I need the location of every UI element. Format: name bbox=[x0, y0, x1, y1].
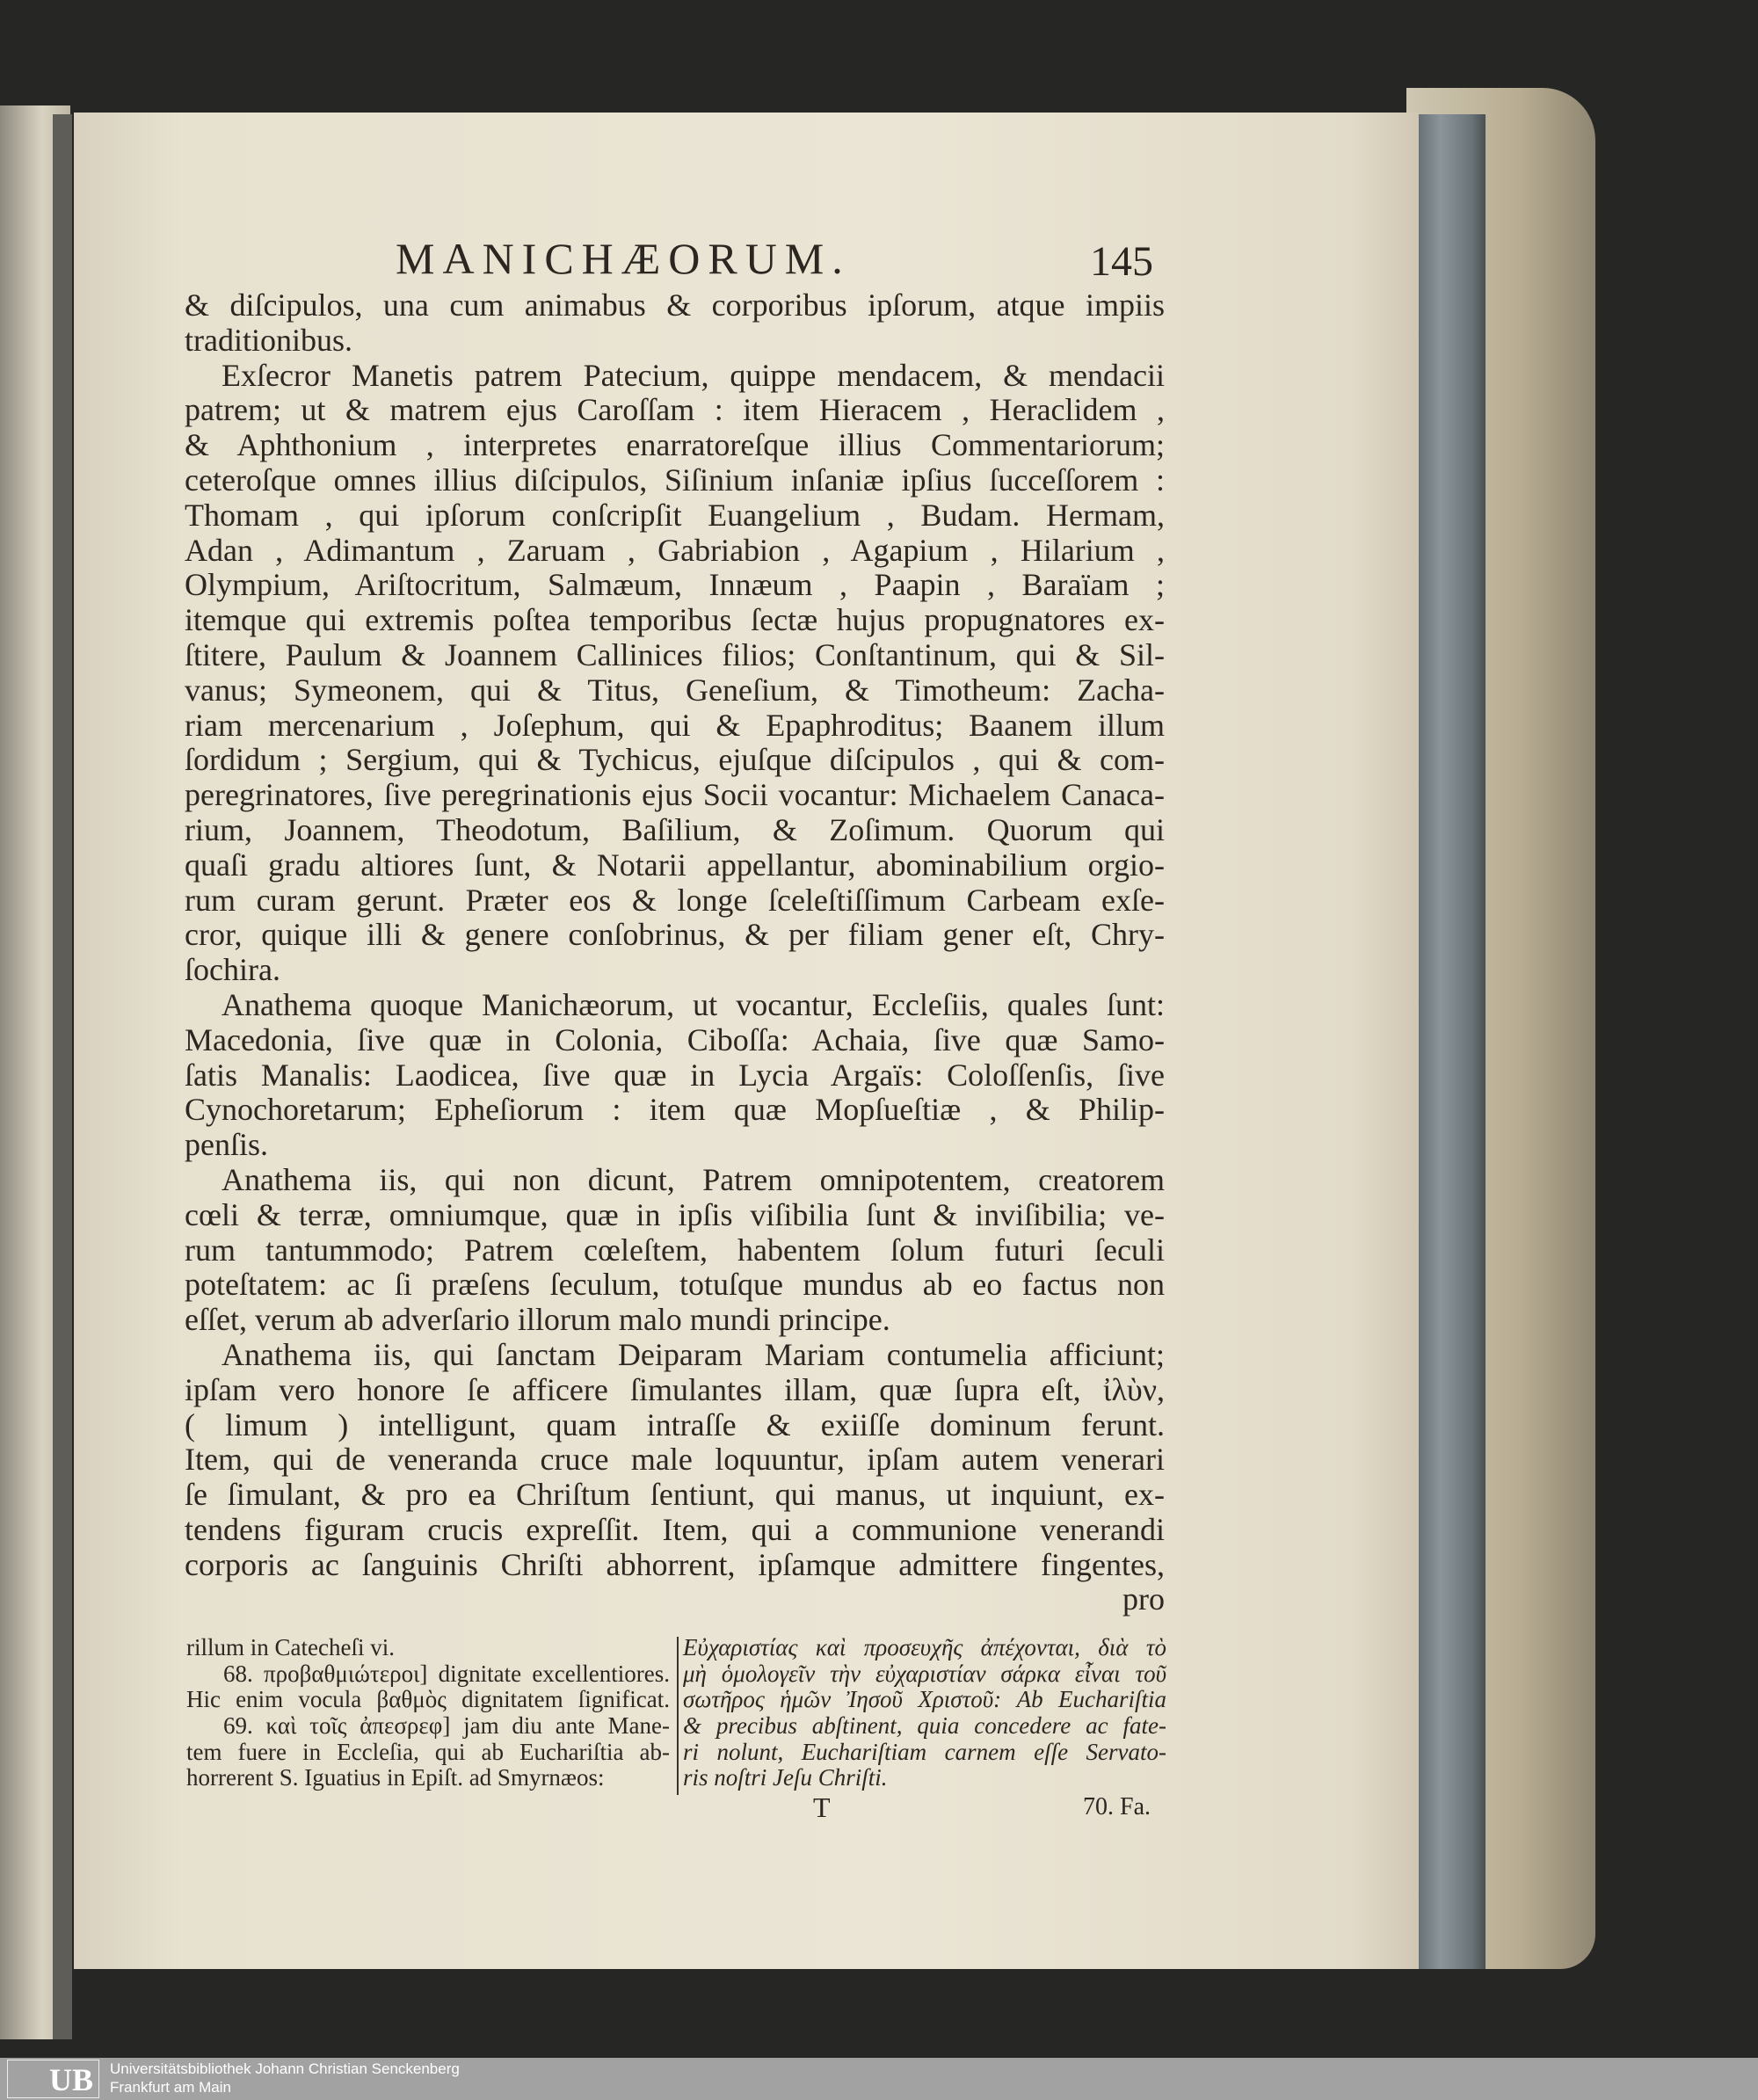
text-line: cror, quique illi & genere conſobrinus, & per filiam gener eſt, Chry- bbox=[185, 917, 1165, 953]
text-line: tem fuere in Eccleſia, qui ab Euchariſtia ab- bbox=[186, 1738, 670, 1765]
text-line: pro bbox=[1122, 1581, 1165, 1617]
text-line: 68. προβαθμιώτεροι] dignitate excellentiores. bbox=[223, 1660, 670, 1687]
text-line: Olympium, Ariſtocritum, Salmæum, Innæum , Paapin , Baraïam ; bbox=[185, 567, 1165, 603]
text-line: corporis ac ſanguinis Chriſti abhorrent, ipſamque admittere fingentes, bbox=[185, 1546, 1165, 1582]
text-line: ri nolunt, Euchariſtiam carnem eſſe Servato- bbox=[683, 1738, 1166, 1765]
text-line: itemque qui extremis poſtea temporibus ſectæ hujus propugnatores ex- bbox=[185, 602, 1165, 638]
text-line: Εὐχαριστίας καὶ προσευχῆς ἀπέχονται, διὰ τὸ bbox=[683, 1634, 1166, 1660]
text-line: Adan , Adimantum , Zaruam , Gabriabion , Agapium , Hilarium , bbox=[185, 532, 1165, 568]
text-line: peregrinatores, ſive peregrinationis ejus Socii vocantur: Michaelem Canaca- bbox=[185, 777, 1165, 813]
text-line: riam mercenarium , Joſephum, qui & Epaphroditus; Baanem illum bbox=[185, 707, 1165, 743]
footnote-column-divider bbox=[677, 1637, 679, 1795]
text-line: Cynochoretarum; Epheſiorum : item quæ Mopſueſtiæ , & Philip- bbox=[185, 1092, 1165, 1128]
text-line: Anathema quoque Manichæorum, ut vocantur, Eccleſiis, quales ſunt: bbox=[222, 986, 1165, 1022]
library-name: Universitätsbibliothek Johann Christian Senckenberg bbox=[110, 2060, 460, 2077]
text-line: Hic enim vocula βαθμὸς dignitatem ſignificat. bbox=[186, 1686, 670, 1713]
text-line: rium, Joannem, Theodotum, Baſilium, & Zoſimum. Quorum qui bbox=[185, 811, 1165, 847]
ub-logo: UB bbox=[7, 2060, 99, 2098]
text-line: horrerent S. Iguatius in Epiſt. ad Smyrnæos: bbox=[186, 1764, 605, 1791]
text-line: ſatis Manalis: Laodicea, ſive quæ in Lycia Argaïs: Coloſſenſis, ſive bbox=[185, 1057, 1165, 1093]
main-text bbox=[185, 288, 1165, 1617]
text-line: poteſtatem: ac ſi præſens ſeculum, totuſque mundus ab eo factus non bbox=[185, 1267, 1165, 1303]
text-line: & Aphthonium , interpretes enarratoreſque illius Commentariorum; bbox=[185, 427, 1165, 463]
text-line: ceteroſque omnes illius diſcipulos, Siſinium inſaniæ ipſius ſucceſſorem : bbox=[185, 461, 1165, 498]
text-line: rum tantummodo; Patrem cœleſtem, habentem ſolum futuri ſeculi bbox=[185, 1232, 1165, 1268]
text-line: Exſecror Manetis patrem Patecium, quippe mendacem, & mendacii bbox=[222, 357, 1165, 393]
text-line: ris noſtri Jeſu Chriſti. bbox=[683, 1764, 888, 1791]
text-line: σωτῆρος ἡμῶν Ἰησοῦ Χριστοῦ: Ab Euchariſtia bbox=[683, 1686, 1166, 1713]
catchword: 70. Fa. bbox=[1083, 1793, 1151, 1820]
running-title: MANICHÆORUM. bbox=[396, 234, 851, 283]
text-line: & precibus abſtinent, quia concedere ac fate- bbox=[683, 1712, 1166, 1740]
text-line: cœli & terræ, omniumque, quæ in ipſis viſibilia ſunt & inviſibilia; ve- bbox=[185, 1196, 1165, 1232]
library-city: Frankfurt am Main bbox=[110, 2079, 231, 2096]
text-line: Anathema iis, qui non dicunt, Patrem omnipotentem, creatorem bbox=[222, 1161, 1165, 1197]
text-line: μὴ ὁμολογεῖν τὴν εὐχαριστίαν σάρκα εἶναι τοῦ bbox=[683, 1660, 1166, 1687]
text-line: ( limum ) intelligunt, quam intraſſe & exiiſſe dominum ferunt. bbox=[185, 1406, 1165, 1442]
text-line: & diſcipulos, una cum animabus & corporibus ipſorum, atque impiis bbox=[185, 287, 1165, 323]
text-line: penſis. bbox=[185, 1127, 268, 1163]
text-line: ſe ſimulant, & pro ea Chriſtum ſentiunt, qui manus, ut inquiunt, ex- bbox=[185, 1477, 1165, 1513]
text-line: Macedonia, ſive quæ in Colonia, Ciboſſa: Achaia, ſive quæ Samo- bbox=[185, 1021, 1165, 1057]
text-line: tendens figuram crucis expreſſit. Item, qui a communione venerandi bbox=[185, 1511, 1165, 1547]
text-line: ſordidum ; Sergium, qui & Tychicus, ejuſque diſcipulos , qui & com- bbox=[185, 742, 1165, 778]
text-line: Thomam , qui ipſorum conſcripſit Euangelium , Budam. Hermam, bbox=[185, 497, 1165, 533]
text-line: ſochira. bbox=[185, 952, 280, 988]
book-gutter bbox=[53, 114, 72, 2039]
text-line: ipſam vero honore ſe afficere ſimulantes illam, quæ ſupra eſt, ἰλὺν, bbox=[185, 1371, 1165, 1407]
text-line: eſſet, verum ab adverſario illorum malo mundi principe. bbox=[185, 1302, 890, 1338]
text-line: rum curam gerunt. Præter eos & longe ſceleſtiſſimum Carbeam exſe- bbox=[185, 882, 1165, 918]
page-number: 145 bbox=[1090, 238, 1153, 285]
text-line: vanus; Symeonem, qui & Titus, Geneſium, & Timotheum: Zacha- bbox=[185, 672, 1165, 708]
page-block-edge bbox=[1411, 114, 1486, 1969]
library-footer bbox=[0, 2058, 1758, 2100]
signature-mark: T bbox=[813, 1791, 831, 1823]
text-line: patrem; ut & matrem ejus Caroſſam : item Hieracem , Heraclidem , bbox=[185, 392, 1165, 428]
text-line: Item, qui de veneranda cruce male loquuntur, ipſam autem venerari bbox=[185, 1442, 1165, 1478]
text-line: ſtitere, Paulum & Joannem Callinices filios; Conſtantinum, qui & Sil- bbox=[185, 636, 1165, 672]
text-line: traditionibus. bbox=[185, 322, 352, 358]
text-line: quaſi gradu altiores ſunt, & Notarii appellantur, abominabilium orgio- bbox=[185, 847, 1165, 883]
footnotes-left bbox=[186, 1635, 670, 1791]
text-line: Anathema iis, qui ſanctam Deiparam Mariam contumelia afficiunt; bbox=[222, 1336, 1165, 1372]
footnotes-right bbox=[683, 1635, 1166, 1791]
text-line: 69. καὶ τοῖς ἀπεσρεφ] jam diu ante Mane- bbox=[223, 1712, 670, 1740]
text-line: rillum in Catecheſi vi. bbox=[186, 1634, 395, 1660]
